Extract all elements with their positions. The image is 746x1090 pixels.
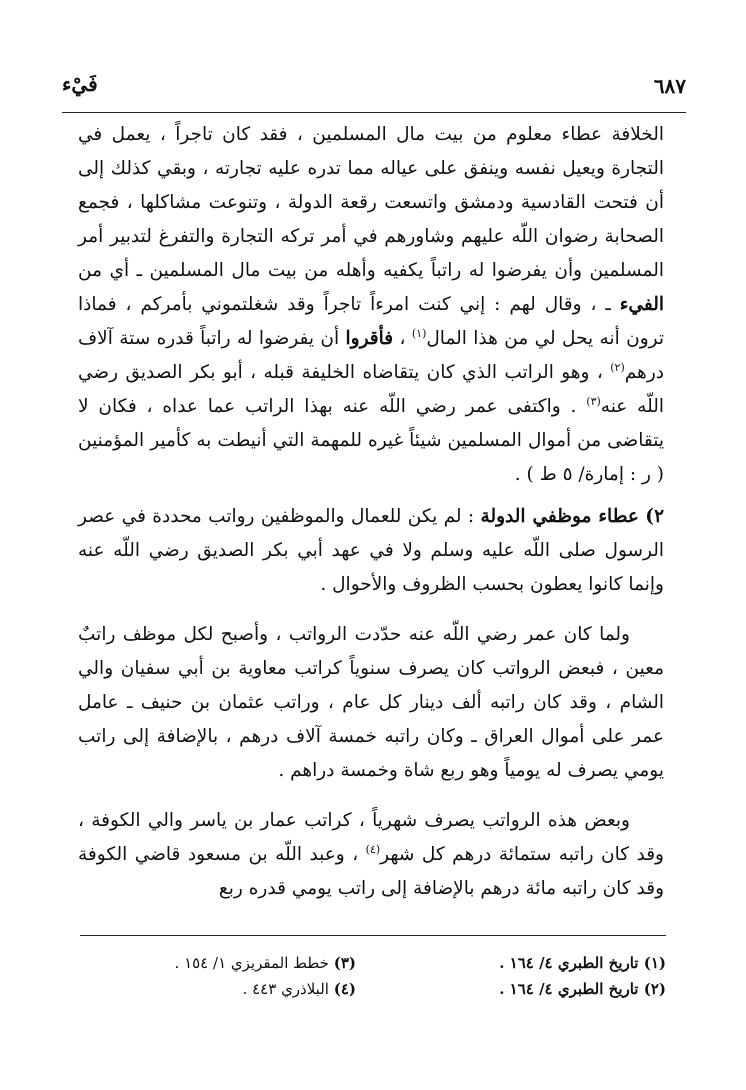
main-text (78, 118, 664, 906)
footnote-text: خطط المقريزي ١/ ١٥٤ . (174, 954, 334, 972)
footnote-text: تاريخ الطبري ٤/ ١٦٤ . (499, 954, 644, 972)
footnote-number: (١) (643, 954, 666, 972)
text-run: ـ ، وقال لهم : إني كنت امرءاً تاجراً وقد شغلتموني بأمركم ، فماذا ترون أنه يحل لي من هذا المال (78, 294, 664, 349)
footnote-2 (376, 976, 666, 1002)
text-run: ، (393, 328, 412, 349)
footnote-1 (376, 950, 666, 976)
paragraph-3: ولما كان عمر رضي اللّه عنه حدّدت الرواتب ، وأصبح لكل موظف راتبٌ معين ، فبعض الرواتب كان يصرف سنوياً كراتب معاوية بن أبي سفيان والي الشام ، وقد كان راتبه ألف دينار كل عام ، وراتب عثمان بن حنيف ـ عامل عمر على أموال العراق ـ وكان راتبه خمسة آلاف درهم ، بالإضافة إلى راتب يومي يصرف له يومياً وهو ربع شاة وخمسة دراهم . (78, 624, 664, 781)
footnote-divider (80, 935, 666, 936)
footnote-ref-4[interactable]: (٤) (365, 842, 381, 856)
text-run: . واكتفى عمر رضي اللّه عنه بهذا الراتب عما عداه ، فكان لا يتقاضى من أموال المسلمين شيئاً غيره للمهمة التي أنيطت به كأمير المؤمنين ( ر : إمارة/ ٥ ط ) . (78, 396, 664, 485)
paragraph-4 (78, 804, 664, 906)
footnote-number: (٢) (643, 980, 666, 998)
footnote-text: تاريخ الطبري ٤/ ١٦٤ . (499, 980, 644, 998)
footnote-column-right (376, 950, 666, 1002)
footnote-ref-3[interactable]: (٣) (586, 394, 601, 408)
text-run: وبعض هذه الرواتب يصرف شهرياً ، كراتب عمار بن ياسر والي الكوفة ، وقد كان راتبه ستمائة درهم كل شهر (78, 810, 664, 865)
footnote-4 (66, 976, 356, 1002)
section-number: ٢) (645, 506, 664, 527)
term-aqarru: فأقروا (345, 328, 394, 349)
footnote-text: البلاذري ٤٤٣ . (242, 980, 334, 998)
text-run: الخلافة عطاء معلوم من بيت مال المسلمين ، فقد كان تاجراً ، يعمل في التجارة ويعيل نفسه وينفق على عياله مما تدره عليه تجارته ، وبقي كذلك إلى أن فتحت القادسية ودمشق واتسعت رقعة الدولة ، وتنوعت مشاكلها ، فجمع الصحابة رضوان اللّه عليهم وشاورهم في أمر تركه التجارة والتفرغ لتدبير أمر المسلمين وأن يفرضوا له راتباً يكفيه وأهله من بيت مال المسلمين ـ أي من (78, 124, 664, 281)
page-number: ٦٨٧ (653, 74, 686, 98)
section-title: عطاء موظفي الدولة (480, 506, 639, 527)
text-run: أن يفرضوا له راتباً قدره ستة آلاف درهم (78, 328, 664, 383)
page-header (62, 70, 686, 110)
footnote-3 (66, 950, 356, 976)
running-title: فَيْء (62, 72, 98, 96)
paragraph-1 (78, 118, 664, 492)
footnote-number: (٣) (333, 954, 356, 972)
text-run: ، وهو الراتب الذي كان يتقاضاه الخليفة قبله ، أبو بكر الصديق رضي اللّه عنه (78, 362, 664, 417)
footnote-column-left (66, 950, 356, 1002)
footnote-ref-2[interactable]: (٢) (610, 360, 625, 374)
term-fay: الفيء (619, 294, 664, 315)
text-run: : لم يكن للعمال والموظفين رواتب محددة في عصر الرسول صلى اللّه عليه وسلم ولا في عهد أبي بكر الصديق رضي اللّه عنه وإنما كانوا يعطون بحسب الظروف والأحوال . (78, 506, 664, 595)
text-run: ، وعبد اللّه بن مسعود قاضي الكوفة وقد كان راتبه مائة درهم بالإضافة إلى راتب يومي قدره ربع (78, 844, 664, 899)
footnote-ref-1[interactable]: (١) (411, 326, 427, 340)
paragraph-2 (78, 500, 664, 602)
footnote-number: (٤) (333, 980, 356, 998)
header-divider (62, 112, 686, 113)
